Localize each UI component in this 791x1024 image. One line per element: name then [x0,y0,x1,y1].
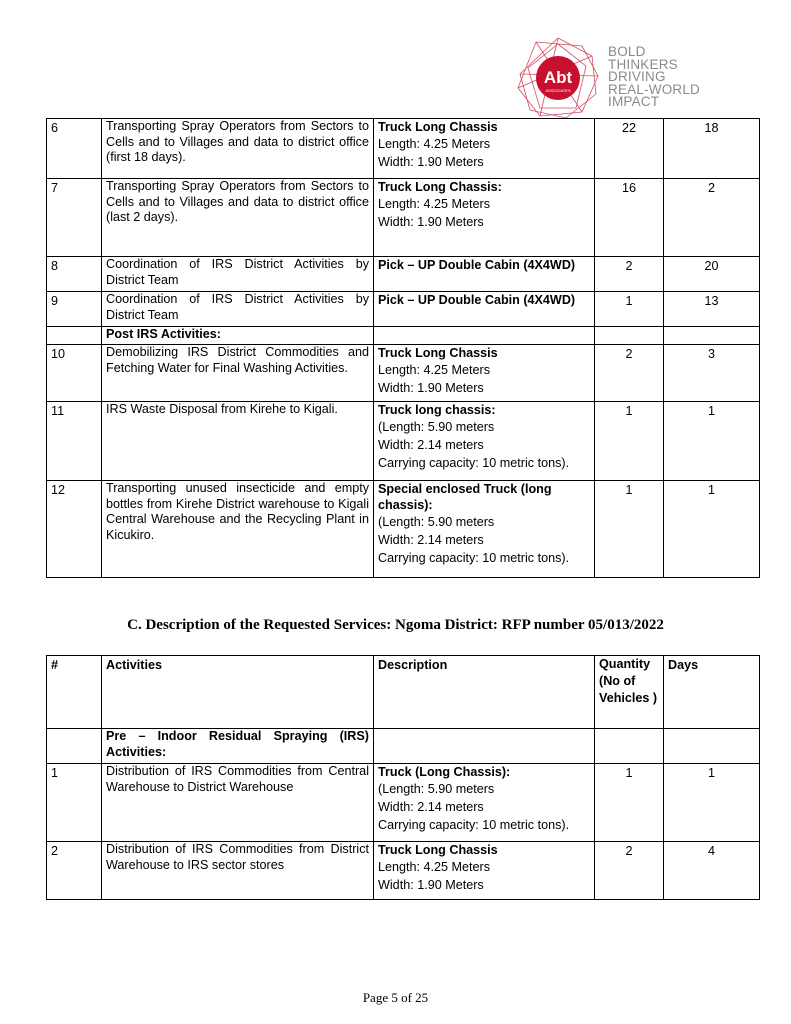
tagline-line: IMPACT [608,94,660,110]
header-days: Days [664,656,760,729]
days-cell: 1 [664,402,760,481]
description-cell [374,119,595,179]
row-number: 6 [47,119,102,179]
activity-cell: Transporting Spray Operators from Sectors to Cells and to Villages and data to district office (last 2 days). [102,179,374,257]
row-number: 1 [47,764,102,842]
header-num: # [47,656,102,729]
quantity-cell: 2 [595,842,664,900]
section-label: Pre – Indoor Residual Spraying (IRS) Activities: [102,729,374,764]
description-title: Truck (Long Chassis): [378,765,511,779]
ngoma-services-table [46,655,760,900]
header-quantity: Quantity (No of Vehicles ) [595,656,664,729]
tagline-line: DRIVING [608,69,666,85]
header-row [47,656,760,729]
quantity-cell: 1 [595,764,664,842]
activity-cell: IRS Waste Disposal from Kirehe to Kigali. [102,402,374,481]
description-title: Pick – UP Double Cabin (4X4WD) [378,258,576,272]
activity-cell: Distribution of IRS Commodities from Central Warehouse to District Warehouse [102,764,374,842]
table-row [47,119,760,179]
description-line: Width: 2.14 meters [378,533,484,547]
header-activities: Activities [102,656,374,729]
activity-cell: Coordination of IRS District Activities by District Team [102,257,374,292]
table-row [47,764,760,842]
description-title: Truck Long Chassis [378,346,498,360]
page-number: Page 5 of 25 [362,990,429,1005]
activity-cell: Transporting unused insecticide and empty bottles from Kirehe District warehouse to Kigali Central Warehouse and the Recycling Plant in Kicukiro. [102,481,374,578]
table-row [47,179,760,257]
tagline-line: BOLD [608,44,646,59]
table-row [47,292,760,327]
description-cell [374,764,595,842]
tagline [608,46,700,109]
description-cell [374,481,595,578]
section-c-heading: C. Description of the Requested Services: Ngoma District: RFP number 05/013/2022 [127,617,664,633]
description-cell [374,345,595,402]
days-cell: 2 [664,179,760,257]
description-line: Width: 1.90 Meters [378,878,484,892]
description-line: Length: 4.25 Meters [378,137,491,151]
abt-associates-logo [516,36,600,120]
quantity-cell: 2 [595,257,664,292]
description-line: Width: 1.90 Meters [378,215,484,229]
description-line: (Length: 5.90 meters [378,515,495,529]
description-line: Length: 4.25 Meters [378,197,491,211]
description-cell [374,402,595,481]
description-cell [374,257,595,292]
days-cell: 3 [664,345,760,402]
description-line: Width: 2.14 meters [378,800,484,814]
row-number: 8 [47,257,102,292]
description-line: (Length: 5.90 meters [378,782,495,796]
description-line: Carrying capacity: 10 metric tons). [378,456,570,470]
quantity-cell: 1 [595,481,664,578]
logo-text: Abt [543,68,573,87]
quantity-cell: 1 [595,402,664,481]
description-title: Truck Long Chassis [378,120,498,134]
row-number: 7 [47,179,102,257]
table-row [47,481,760,578]
row-number: 12 [47,481,102,578]
days-cell: 20 [664,257,760,292]
table-row [47,257,760,292]
description-line: (Length: 5.90 meters [378,420,495,434]
row-number: 11 [47,402,102,481]
quantity-cell: 22 [595,119,664,179]
description-line: Width: 2.14 meters [378,438,484,452]
section-label: Post IRS Activities: [102,327,374,345]
description-line: Length: 4.25 Meters [378,860,491,874]
days-cell: 1 [664,764,760,842]
days-cell: 4 [664,842,760,900]
description-title: Truck Long Chassis [378,843,498,857]
row-number: 9 [47,292,102,327]
tagline-line: THINKERS [608,56,678,72]
table-row [47,842,760,900]
section-row [47,729,760,764]
description-cell [374,292,595,327]
description-line: Carrying capacity: 10 metric tons). [378,818,570,832]
quantity-cell: 16 [595,179,664,257]
description-line: Width: 1.90 Meters [378,381,484,395]
description-title: Pick – UP Double Cabin (4X4WD) [378,293,576,307]
activity-cell: Distribution of IRS Commodities from District Warehouse to IRS sector stores [102,842,374,900]
activity-cell: Demobilizing IRS District Commodities and Fetching Water for Final Washing Activities. [102,345,374,402]
table-row [47,345,760,402]
table-row [47,402,760,481]
activity-cell: Coordination of IRS District Activities by District Team [102,292,374,327]
header-description: Description [374,656,595,729]
activity-cell: Transporting Spray Operators from Sectors to Cells and to Villages and data to district office (first 18 days). [102,119,374,179]
description-cell [374,842,595,900]
row-number: 2 [47,842,102,900]
tagline-line: REAL-WORLD [608,81,701,97]
description-title: Truck long chassis: [378,403,496,417]
description-cell [374,179,595,257]
description-line: Width: 1.90 Meters [378,155,484,169]
days-cell: 18 [664,119,760,179]
quantity-cell: 2 [595,345,664,402]
logo-subtext: ASSOCIATES [545,88,571,93]
quantity-cell: 1 [595,292,664,327]
description-title: Truck Long Chassis: [378,180,502,194]
description-title: Special enclosed Truck (long chassis): [378,482,552,512]
description-line: Length: 4.25 Meters [378,363,491,377]
services-table-continued [46,118,760,578]
days-cell: 1 [664,481,760,578]
description-line: Carrying capacity: 10 metric tons). [378,551,570,565]
days-cell: 13 [664,292,760,327]
section-row [47,327,760,345]
row-number: 10 [47,345,102,402]
